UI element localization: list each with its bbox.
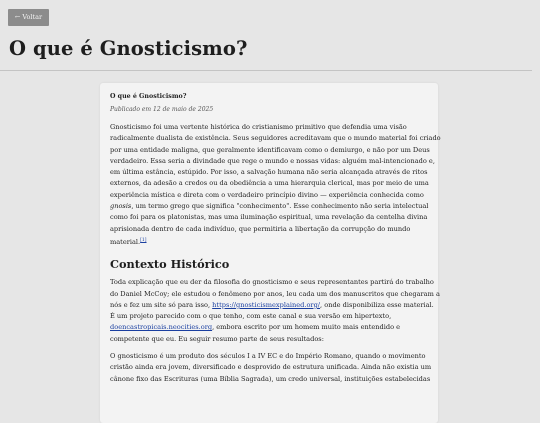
intro-line: aprisionada dentro de cada indivíduo, que permitiria a libertação da corrupção do mundo: [110, 224, 411, 233]
article-card: [100, 83, 441, 423]
footnote-ref-link[interactable]: [1]: [140, 237, 147, 243]
history-paragraph: [110, 351, 432, 385]
history-line: cristão ainda era jovem, diversificado e desprovido de estrutura unificada. Ainda não existia um: [110, 363, 432, 372]
context-line: Toda explicação que eu der da filosofia do gnosticismo e seus representantes partirá do trabalho: [110, 278, 434, 287]
context-line: competente que eu. Eu seguir resumo parte de seus resultados:: [110, 334, 324, 343]
intro-last-word: material.: [110, 237, 141, 246]
intro-line: radicalmente dualista de existência. Seus seguidores acreditavam que o mundo material foi criado: [110, 134, 441, 143]
history-line: cânone fixo das Escrituras (uma Bíblia Sagrada), um credo universal, instituições estabelecidas: [110, 374, 431, 383]
intro-line-rest: , um termo grego que significa "conhecimento". Esse conhecimento não seria intelectual: [131, 202, 429, 211]
context-line-text: , onde disponibiliza esse material.: [320, 300, 434, 309]
back-button[interactable]: ← Voltar: [8, 9, 49, 26]
intro-line: em última estância, estúpido. Por isso, a salvação humana não seria alcançada através de ritos: [110, 168, 428, 177]
intro-line: por uma entidade maligna, que geralmente identificavam como o demiurgo, e não por um Deus: [110, 145, 430, 154]
article-content: [110, 92, 441, 385]
context-line-text: , embora escrito por um homem muito mais entendido e: [212, 323, 401, 332]
neocities-link[interactable]: doencastropicais.neocities.org: [110, 323, 213, 332]
gnosticism-explained-link[interactable]: https://gnosticismexplained.org/: [212, 300, 321, 309]
gnosis-term: gnosis: [110, 202, 132, 211]
context-line: do Daniel McCoy; ele estudou o fenômeno por anos, leu cada um dos manuscritos que chegaram a: [110, 289, 440, 298]
context-line-text: nós e fez um site só para isso,: [110, 300, 213, 309]
intro-line: [110, 201, 428, 212]
context-line: É um projeto parecido com o que tenho, com este canal e sua versão em hipertexto,: [110, 312, 392, 321]
intro-line: como foi para os platonistas, mas uma iluminação espiritual, uma revelação da centelha divina: [110, 213, 428, 222]
intro-line: externos, da adesão a credos ou da obediência a uma hierarquia clerical, mas por meio de uma: [110, 179, 429, 188]
section-title-historical-context: Contexto Histórico: [110, 257, 230, 272]
page-title: O que é Gnosticismo?: [9, 37, 248, 60]
intro-line: Gnosticismo foi uma vertente histórica do cristianismo primitivo que defendia uma visão: [110, 123, 407, 131]
context-line: [110, 300, 434, 311]
history-line: O gnosticismo é um produto dos séculos I a IV EC e do Império Romano, quando o movimento: [110, 352, 426, 361]
article-date: Publicado em 12 de maio de 2025: [110, 106, 214, 113]
intro-line: [110, 235, 428, 248]
context-paragraph: [110, 277, 440, 345]
intro-paragraph: [110, 122, 441, 248]
context-line: [110, 322, 428, 333]
header-divider: [0, 70, 532, 71]
article-title: O que é Gnosticismo?: [110, 93, 187, 100]
intro-line: experiência mística e direta com o verdadeiro princípio divino — experiência conhecida como: [110, 190, 424, 199]
intro-line: verdadeiro. Essa seria a divindade que rege o mundo e nossas vidas: alguém mal-intencionado e,: [110, 156, 435, 165]
